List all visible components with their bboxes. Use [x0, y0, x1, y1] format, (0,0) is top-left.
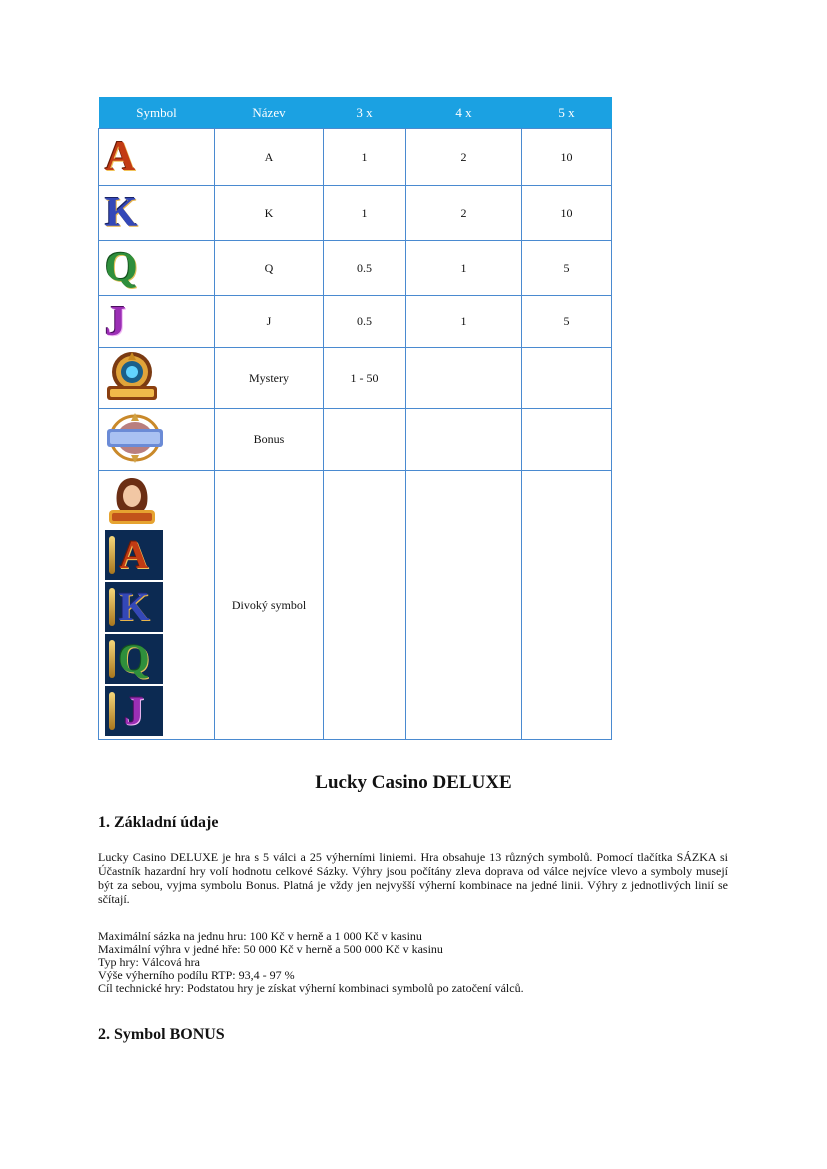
x4-cell: 1 [406, 296, 522, 348]
x5-cell: 5 [522, 241, 612, 296]
wild-tile [105, 634, 163, 684]
table-row [99, 241, 612, 296]
section-heading-basic-info: 1. Základní údaje [98, 814, 219, 831]
name-cell: Mystery [215, 348, 324, 409]
name-cell: K [215, 186, 324, 241]
x4-cell [406, 409, 522, 471]
bonus-icon [105, 411, 165, 465]
x3-cell: 0.5 [324, 241, 406, 296]
name-cell: Bonus [215, 409, 324, 471]
wild-icon [105, 474, 159, 528]
header-name: Název [215, 97, 324, 129]
paytable [98, 97, 612, 740]
x3-cell [324, 409, 406, 471]
table-row [99, 409, 612, 471]
x4-cell [406, 348, 522, 409]
game-goal-line: Cíl technické hry: Podstatou hry je získat výherní kombinaci symbolů po zatočení válců. [98, 981, 524, 995]
symbol-cell [99, 409, 215, 471]
x5-cell: 5 [522, 296, 612, 348]
symbol-cell [99, 296, 215, 348]
name-cell: A [215, 129, 324, 186]
letter-q-icon: Q [118, 636, 150, 681]
section-paragraph: Lucky Casino DELUXE je hra s 5 válci a 25 výherními liniemi. Hra obsahuje 13 různých symbolů. Pomocí tlačítka SÁZKA si Účastník hazardní hry volí hodnotu celkové Sázky. Výhry jsou počítány zleva doprava od válce nejvíce vlevo a symboly musejí být za sebou, vyjma symbolu Bonus. Platná je vždy jen nejvyšší výherní kombinace na jedné linii. Výhry z jednotlivých linií se sčítají. [98, 850, 728, 906]
wand-icon [109, 588, 115, 626]
game-parameters-list [98, 930, 728, 995]
table-row [99, 129, 612, 186]
mystery-icon [105, 348, 159, 404]
header-symbol: Symbol [99, 97, 215, 129]
letter-q-icon: Q [105, 245, 138, 291]
symbol-cell [99, 471, 215, 740]
name-cell: Divoký symbol [215, 471, 324, 740]
wild-tile [105, 686, 163, 736]
letter-k-icon: K [118, 584, 150, 629]
x3-cell: 1 - 50 [324, 348, 406, 409]
header-3x: 3 x [324, 97, 406, 129]
x3-cell: 1 [324, 129, 406, 186]
game-type-line: Typ hry: Válcová hra [98, 955, 200, 969]
x3-cell: 1 [324, 186, 406, 241]
letter-a-icon: A [119, 532, 149, 577]
name-cell: J [215, 296, 324, 348]
symbol-cell [99, 129, 215, 186]
header-4x: 4 x [406, 97, 522, 129]
rtp-line: Výše výherního podílu RTP: 93,4 - 97 % [98, 968, 295, 982]
paytable-header-row [99, 97, 612, 129]
table-row [99, 296, 612, 348]
table-row [99, 348, 612, 409]
x4-cell: 2 [406, 129, 522, 186]
x3-cell: 0.5 [324, 296, 406, 348]
max-win-line: Maximální výhra v jedné hře: 50 000 Kč v herně a 500 000 Kč v kasinu [98, 942, 443, 956]
symbol-cell [99, 348, 215, 409]
letter-j-icon: J [124, 688, 144, 733]
x5-cell [522, 348, 612, 409]
table-row [99, 186, 612, 241]
x4-cell: 2 [406, 186, 522, 241]
x5-cell [522, 471, 612, 740]
wild-tile [105, 530, 163, 580]
wild-symbol-stack [105, 472, 214, 738]
wand-icon [109, 640, 115, 678]
symbol-cell [99, 186, 215, 241]
x3-cell [324, 471, 406, 740]
x5-cell: 10 [522, 186, 612, 241]
letter-k-icon: K [105, 190, 138, 236]
letter-j-icon: J [105, 298, 126, 345]
section-heading-bonus-symbol: 2. Symbol BONUS [98, 1026, 225, 1043]
page-title: Lucky Casino DELUXE [315, 772, 512, 793]
symbol-cell [99, 241, 215, 296]
wand-icon [109, 692, 115, 730]
name-cell: Q [215, 241, 324, 296]
x4-cell [406, 471, 522, 740]
table-row [99, 471, 612, 740]
x5-cell: 10 [522, 129, 612, 186]
wand-icon [109, 536, 115, 574]
x4-cell: 1 [406, 241, 522, 296]
wild-tile [105, 582, 163, 632]
header-5x: 5 x [522, 97, 612, 129]
x5-cell [522, 409, 612, 471]
letter-a-icon: A [105, 134, 136, 180]
max-bet-line: Maximální sázka na jednu hru: 100 Kč v herně a 1 000 Kč v kasinu [98, 929, 422, 943]
